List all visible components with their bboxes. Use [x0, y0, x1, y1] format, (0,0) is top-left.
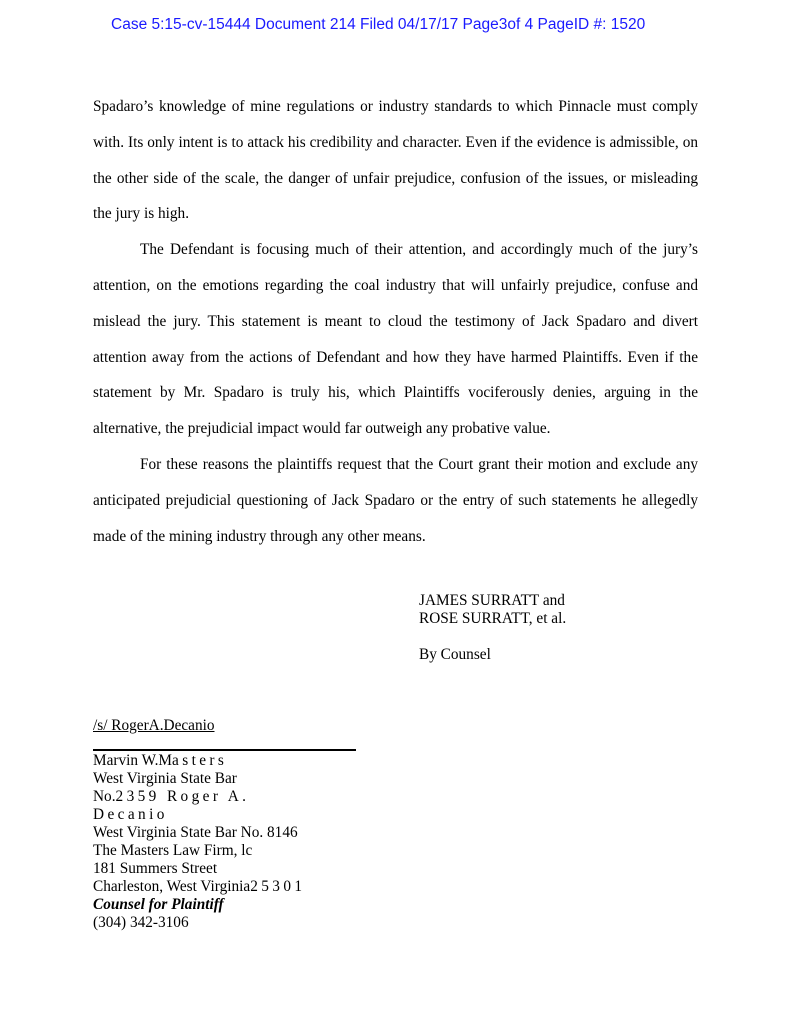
- city-line: [93, 878, 305, 896]
- counsel-name-part: Marvin W.M: [93, 752, 173, 769]
- counsel-line-1: [93, 752, 305, 770]
- zip-code: 25301: [250, 878, 306, 895]
- counsel-for-plaintiff: Counsel for Plaintiff: [93, 896, 224, 913]
- bar-no-value: 2359 Roger A.: [115, 788, 250, 805]
- counsel-line-2: West Virginia State Bar: [93, 770, 237, 787]
- counsel-line-5: West Virginia State Bar No. 8146: [93, 824, 298, 841]
- firm-name: The Masters Law Firm, lc: [93, 842, 253, 859]
- party-line-2: ROSE SURRATT, et al.: [419, 610, 567, 627]
- counsel-line-3: [93, 788, 305, 806]
- street-address: 181 Summers Street: [93, 860, 218, 877]
- party-signature-block: [419, 592, 566, 664]
- case-header: Case 5:15-cv-15444 Document 214 Filed 04/17/17 Page3of 4 PageID #: 1520: [111, 16, 646, 33]
- electronic-signature: /s/ RogerA.Decanio: [93, 717, 215, 734]
- motion-body: [93, 89, 698, 554]
- counsel-name-spaced: asters: [172, 752, 228, 769]
- city-state: Charleston, West Virginia: [93, 878, 251, 895]
- counsel-block: [93, 752, 305, 932]
- bar-no-label: No.: [93, 788, 116, 805]
- paragraph-2: The Defendant is focusing much of their attention, and accordingly much of the jury’s attention, on the emotions regarding the coal industry that will unfairly prejudice, confuse and mislead the jury. This statement is meant to cloud the testimony of Jack Spadaro and divert attention away from the actions of Defendant and how they have harmed Plaintiffs. Even if the statement by Mr. Spadaro is truly his, which Plaintiffs vociferously denies, arguing in the alternative, the prejudicial impact would far outweigh any probative value.: [93, 241, 698, 438]
- by-counsel: By Counsel: [419, 646, 491, 663]
- phone-number: (304) 342-3106: [93, 914, 189, 931]
- paragraph-1: Spadaro’s knowledge of mine regulations or industry standards to which Pinnacle must comply with. Its only intent is to attack his credibility and character. Even if the evidence is admissible, on the other side of the scale, the danger of unfair prejudice, confusion of the issues, or misleading the jury is high.: [93, 98, 698, 223]
- paragraph-3: For these reasons the plaintiffs request that the Court grant their motion and exclude any anticipated prejudicial questioning of Jack Spadaro or the entry of such statements he allegedly made of the mining industry through any other means.: [93, 455, 698, 545]
- counsel-line-4: Decanio: [93, 806, 168, 823]
- signature-line: [93, 749, 356, 751]
- party-line-1: JAMES SURRATT and: [419, 592, 565, 609]
